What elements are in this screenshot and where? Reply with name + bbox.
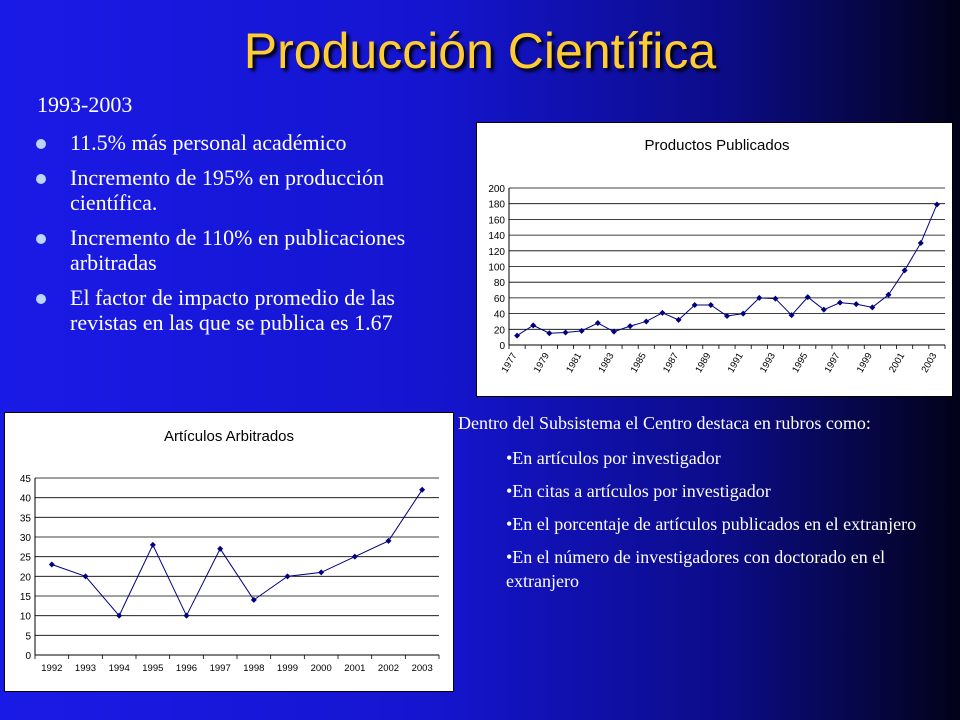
bullet-text: Incremento de 195% en producción científica. bbox=[70, 165, 384, 215]
data-point bbox=[419, 487, 425, 493]
x-tick-label: 1996 bbox=[175, 663, 198, 674]
y-tick-label: 180 bbox=[488, 199, 505, 211]
x-tick-label: 1991 bbox=[725, 351, 746, 375]
series-line bbox=[52, 490, 422, 616]
highlights-note bbox=[458, 410, 953, 602]
y-tick-label: 20 bbox=[19, 572, 31, 584]
data-point bbox=[659, 310, 665, 316]
note-item: •En el porcentaje de artículos publicados en el extranjero bbox=[506, 514, 917, 534]
y-tick-label: 30 bbox=[19, 533, 31, 544]
x-tick-label: 1977 bbox=[499, 351, 520, 375]
x-tick-label: 1995 bbox=[790, 351, 811, 375]
bullet-dot-icon bbox=[36, 139, 46, 149]
articulos-arbitrados-svg bbox=[5, 413, 453, 691]
x-tick-label: 2002 bbox=[377, 663, 400, 674]
productos-publicados-chart bbox=[476, 122, 953, 397]
note-item: •En el número de investigadores con doctorado en el extranjero bbox=[506, 547, 886, 591]
data-point bbox=[708, 302, 714, 308]
data-point bbox=[318, 569, 324, 575]
data-point bbox=[546, 330, 552, 336]
bullet-item bbox=[36, 130, 456, 155]
x-tick-label: 1999 bbox=[276, 663, 299, 674]
x-tick-label: 1979 bbox=[531, 351, 552, 375]
bullet-item bbox=[36, 225, 456, 275]
y-tick-label: 35 bbox=[19, 513, 31, 525]
bullet-item bbox=[36, 285, 456, 335]
y-tick-label: 45 bbox=[19, 474, 31, 485]
data-point bbox=[595, 320, 601, 326]
y-tick-label: 100 bbox=[488, 262, 505, 274]
period-label: 1993-2003 bbox=[37, 92, 133, 117]
x-tick-label: 1992 bbox=[41, 663, 63, 674]
x-tick-label: 1983 bbox=[596, 351, 617, 375]
bullet-item bbox=[36, 165, 456, 215]
note-item: •En artículos por investigador bbox=[506, 448, 721, 468]
x-tick-label: 1993 bbox=[74, 663, 97, 674]
data-point bbox=[579, 328, 585, 334]
x-tick-label: 1987 bbox=[661, 351, 682, 375]
y-tick-label: 80 bbox=[493, 278, 505, 290]
x-tick-label: 1993 bbox=[757, 351, 779, 375]
y-tick-label: 40 bbox=[19, 493, 31, 505]
y-tick-label: 60 bbox=[493, 293, 505, 305]
data-point bbox=[150, 542, 156, 548]
chart-title: Productos Publicados bbox=[644, 137, 790, 154]
data-point bbox=[217, 546, 223, 552]
x-tick-label: 2001 bbox=[344, 663, 366, 674]
articulos-arbitrados-chart bbox=[4, 412, 454, 692]
y-tick-label: 5 bbox=[25, 631, 31, 643]
x-tick-label: 1995 bbox=[142, 663, 164, 674]
x-tick-label: 2001 bbox=[887, 351, 908, 375]
data-point bbox=[386, 538, 392, 544]
data-point bbox=[563, 329, 569, 335]
data-point bbox=[627, 323, 633, 329]
bullet-dot-icon bbox=[36, 234, 46, 244]
note-intro: Dentro del Subsistema el Centro destaca en rubros como: bbox=[458, 413, 871, 433]
productos-publicados-svg bbox=[477, 123, 952, 396]
y-tick-label: 20 bbox=[493, 325, 505, 337]
y-tick-label: 0 bbox=[25, 651, 31, 662]
data-point bbox=[902, 267, 908, 273]
data-point bbox=[837, 300, 843, 306]
y-tick-label: 200 bbox=[488, 184, 505, 195]
x-tick-label: 1997 bbox=[822, 351, 843, 375]
data-point bbox=[49, 562, 55, 568]
x-tick-label: 1999 bbox=[854, 351, 875, 375]
bullet-list bbox=[36, 130, 456, 345]
bullet-dot-icon bbox=[36, 294, 46, 304]
y-tick-label: 140 bbox=[488, 231, 505, 243]
data-point bbox=[184, 613, 190, 619]
x-tick-label: 1989 bbox=[693, 351, 714, 375]
data-point bbox=[352, 554, 358, 560]
chart-title: Artículos Arbitrados bbox=[163, 428, 295, 445]
x-tick-label: 2000 bbox=[310, 663, 332, 674]
data-point bbox=[530, 322, 536, 328]
bullet-dot-icon bbox=[36, 174, 46, 184]
data-point bbox=[514, 333, 520, 339]
data-point bbox=[285, 573, 291, 579]
y-tick-label: 120 bbox=[488, 246, 505, 258]
y-tick-label: 25 bbox=[19, 552, 31, 564]
slide-title: Producción Científica bbox=[243, 23, 717, 79]
data-point bbox=[251, 597, 257, 603]
x-tick-label: 1981 bbox=[564, 351, 585, 375]
x-tick-label: 2003 bbox=[411, 663, 433, 674]
x-tick-label: 1998 bbox=[243, 663, 265, 674]
bullet-text: El factor de impacto promedio de las revistas en las que se publica es 1.67 bbox=[70, 285, 395, 335]
x-tick-label: 1994 bbox=[108, 663, 130, 674]
data-point bbox=[643, 318, 649, 324]
y-tick-label: 40 bbox=[493, 309, 505, 321]
data-point bbox=[934, 201, 940, 207]
bullet-text: Incremento de 110% en publicaciones arbitradas bbox=[70, 225, 406, 275]
x-tick-label: 1985 bbox=[628, 351, 649, 375]
note-item: •En citas a artículos por investigador bbox=[506, 481, 771, 501]
data-point bbox=[853, 301, 859, 307]
data-point bbox=[918, 240, 924, 246]
bullet-text: 11.5% más personal académico bbox=[70, 130, 347, 155]
x-tick-label: 2003 bbox=[919, 351, 940, 375]
note-list bbox=[458, 446, 953, 593]
y-tick-label: 10 bbox=[19, 611, 31, 623]
y-tick-label: 15 bbox=[19, 592, 31, 603]
y-tick-label: 0 bbox=[499, 341, 505, 352]
y-tick-label: 160 bbox=[488, 215, 505, 227]
x-tick-label: 1997 bbox=[209, 663, 231, 674]
